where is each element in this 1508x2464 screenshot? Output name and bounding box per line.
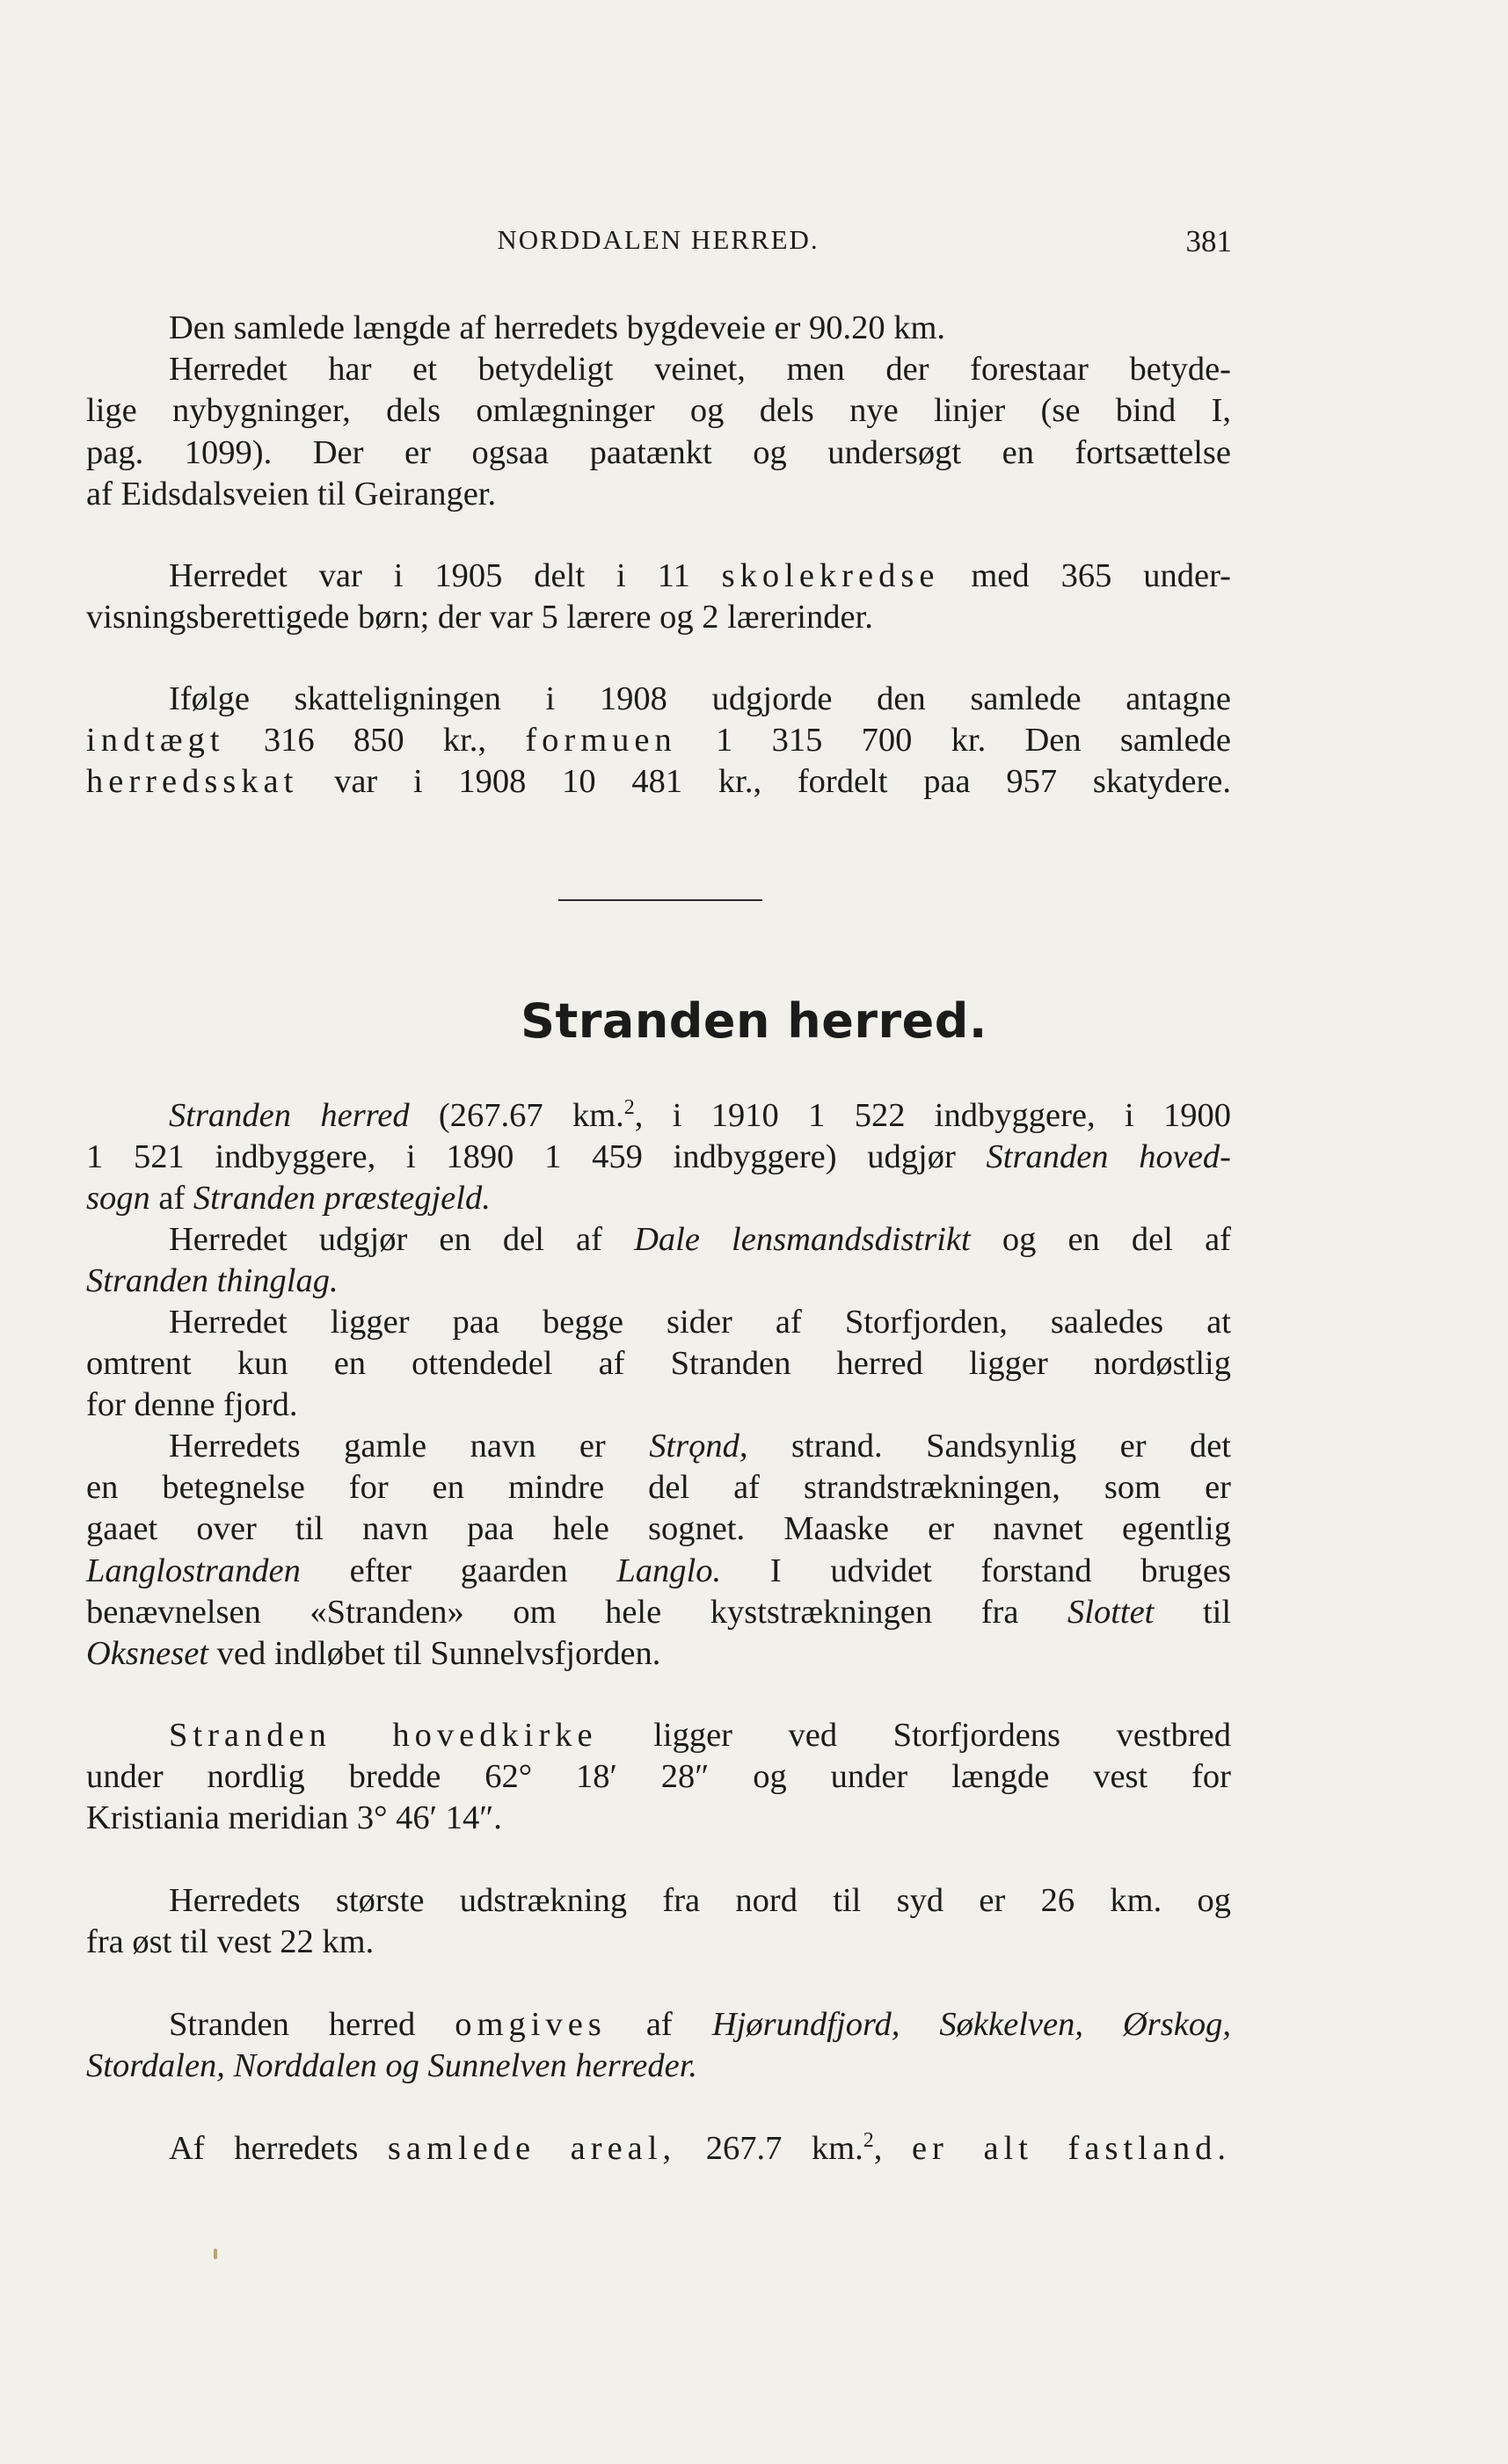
italic-term: Langlostranden: [86, 1552, 301, 1589]
paragraph-extent: [86, 1880, 1231, 1963]
italic-term: Stranden herred: [169, 1097, 410, 1134]
superscript: 2: [863, 2129, 874, 2153]
text-span: 1 521 indbyggere, i 1890 1 459 indbyggere) udgjør: [86, 1138, 956, 1176]
spaced-term: samlede areal,: [387, 2130, 677, 2167]
text-line: [86, 2004, 1231, 2046]
paragraph-district: [86, 1219, 1231, 1302]
text-span: Stranden herred: [169, 2006, 416, 2043]
text-span: , i 1910 1 522 indbyggere, i 1900: [634, 1097, 1231, 1134]
italic-term: Strǫnd,: [649, 1428, 748, 1465]
italic-term: Stranden præstegjeld.: [193, 1180, 491, 1217]
text-line: Herredet ligger paa begge sider af Storfjorden, saaledes at: [169, 1304, 1231, 1341]
paragraph-area: [86, 2128, 1231, 2170]
text-line: [86, 1633, 1231, 1675]
text-line: af Eidsdalsveien til Geiranger.: [86, 475, 497, 512]
text-span: Herredet var i 1905 delt i 11: [169, 557, 690, 594]
text-span: [439, 1097, 1231, 1134]
text-line: [86, 1592, 1231, 1633]
paragraph-population: [86, 1095, 1231, 1220]
spaced-term: er alt fastland.: [911, 2130, 1232, 2167]
spaced-term: indtægt: [86, 722, 225, 760]
text-span: med 365 under-: [971, 557, 1231, 594]
italic-term: Dale lensmandsdistrikt: [634, 1221, 971, 1258]
text-span: Herredet udgjør en del af: [169, 1221, 602, 1258]
text-line: Ifølge skatteligningen i 1908 udgjorde den samlede antagne: [169, 680, 1231, 717]
italic-term: Hjørundfjord, Søkkelven, Ørskog,: [711, 2006, 1231, 2043]
spaced-term: Stranden hovedkirke: [169, 1717, 598, 1754]
italic-term: sogn: [86, 1180, 150, 1217]
text-line: [86, 1261, 1231, 1302]
text-span: Herredets gamle navn er: [169, 1428, 606, 1465]
page-number: 381: [1185, 224, 1232, 258]
italic-term: Langlo.: [616, 1552, 722, 1589]
running-head: NORDDALEN HERRED.: [497, 224, 820, 255]
text-span: var i 1908 10 481 kr., fordelt paa 957 skatydere.: [334, 763, 1231, 801]
text-line: [86, 1095, 1231, 1137]
text-line: visningsberettigede børn; der var 5 lærere og 2 lærerinder.: [86, 599, 873, 636]
text-span: I udvidet forstand bruges: [769, 1552, 1232, 1589]
text-span: efter gaarden: [349, 1552, 568, 1589]
section-title: Stranden herred.: [521, 993, 987, 1049]
superscript: 2: [623, 1096, 635, 1120]
text-span: og en del af: [1002, 1221, 1231, 1258]
text-line: [86, 2128, 1231, 2170]
paragraph-name-origin: [86, 1426, 1231, 1675]
italic-term: Oksneset: [86, 1635, 208, 1673]
text-span: 1 315 700 kr. Den samlede: [716, 722, 1232, 760]
text-line: Herredets største udstrækning fra nord til syd er 26 km. og: [169, 1882, 1231, 1919]
text-line: [86, 1426, 1231, 1467]
text-line: [86, 2046, 1231, 2087]
text-span: Af herredets: [169, 2130, 359, 2167]
text-line: [86, 1219, 1231, 1261]
text-span: (267.67 km.: [438, 1097, 624, 1134]
text-line: Herredet har et betydeligt veinet, men der forestaar betyde-: [169, 351, 1231, 389]
paragraph-road-length: [86, 308, 1231, 515]
spaced-term: omgives: [455, 2006, 607, 2043]
text-line: fra øst til vest 22 km.: [86, 1923, 375, 1961]
text-span: af: [645, 2006, 673, 2043]
text-line: for denne fjord.: [86, 1386, 298, 1424]
paragraph-church-coordinates: [86, 1715, 1231, 1840]
text-line: under nordlig bredde 62° 18′ 28″ og under længde vest for: [86, 1758, 1231, 1796]
text-span: [706, 2130, 883, 2167]
text-line: [86, 556, 1231, 597]
spaced-term: formuen: [525, 722, 677, 760]
text-span: 316 850 kr.,: [263, 722, 487, 760]
text-line: [86, 1137, 1231, 1178]
text-line: [86, 1715, 1231, 1756]
paper-speck: [214, 2249, 217, 2259]
text-line: [86, 720, 1231, 761]
text-line: en betegnelse for en mindre del af strandstrækningen, som er: [86, 1469, 1231, 1507]
paragraph-taxes: [86, 679, 1231, 803]
text-span: ved indløbet til Sunnelvsfjorden.: [216, 1635, 661, 1673]
text-line: [86, 1178, 1231, 1219]
paragraph-location: [86, 1302, 1231, 1427]
section-divider: [558, 899, 762, 901]
text-line: pag. 1099). Der er ogsaa paatænkt og undersøgt en fortsættelse: [86, 433, 1231, 471]
text-span: 267.7 km.: [705, 2130, 863, 2167]
text-span: strand. Sandsynlig er det: [790, 1428, 1232, 1465]
italic-term: Stranden hoved-: [986, 1138, 1231, 1176]
text-line: [86, 1551, 1231, 1592]
paragraph-schools: [86, 556, 1231, 638]
spaced-term: herredsskat: [86, 763, 299, 801]
text-line: gaaet over til navn paa hele sognet. Maaske er navnet egentlig: [86, 1510, 1231, 1548]
text-span: ligger ved Storfjordens vestbred: [653, 1717, 1231, 1754]
spaced-term: skolekredse: [721, 557, 940, 594]
italic-term: Stranden thinglag.: [86, 1262, 339, 1300]
italic-term: Slottet: [1067, 1593, 1155, 1631]
text-span: ,: [873, 2130, 883, 2167]
text-line: Den samlede længde af herredets bygdeveie er 90.20 km.: [169, 309, 946, 346]
text-line: [86, 761, 1231, 803]
text-line: omtrent kun en ottendedel af Stranden herred ligger nordøstlig: [86, 1345, 1231, 1383]
text-line: Kristiania meridian 3° 46′ 14″.: [86, 1799, 502, 1837]
text-line: lige nybygninger, dels omlægninger og dels nye linjer (se bind I,: [86, 392, 1231, 430]
page-header: [84, 224, 1232, 268]
text-span: til: [1202, 1593, 1232, 1631]
italic-term: Stordalen, Norddalen og Sunnelven herreder.: [86, 2047, 698, 2085]
paragraph-borders: [86, 2004, 1231, 2087]
text-span: af: [158, 1180, 186, 1217]
text-span: benævnelsen «Stranden» om hele kyststrækningen fra: [86, 1593, 1019, 1631]
